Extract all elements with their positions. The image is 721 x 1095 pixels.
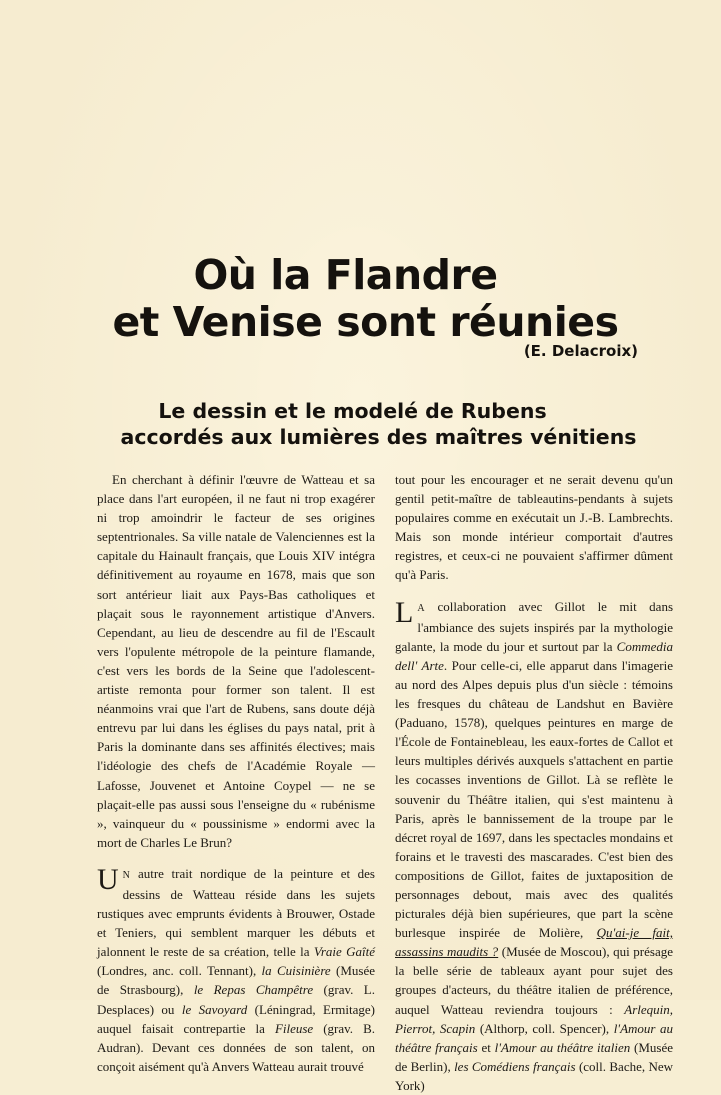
paragraph-text: (Musée de Moscou), qui présage la belle série de tableaux ayant pour sujet des groupes d'acteurs, du théâtre italien de préférence, auquel Watteau reviendra toujours :	[395, 944, 673, 1017]
paragraph-text: (grav. L. Desplaces) ou	[97, 982, 375, 1017]
paragraph-text: (grav. B. Audran). Devant ces données de son talent, on conçoit aisément qu'à Anvers Watteau aurait trouvé	[97, 1020, 375, 1074]
artwork-title: Fileuse	[274, 1020, 314, 1036]
artwork-title: l'Amour au théâtre italien	[494, 1039, 631, 1055]
left-paragraph-2	[97, 864, 375, 1076]
paragraph-text: . Pour celle-ci, elle apparut dans l'imagerie au nord des Alpes depuis plus d'un siècle : témoins les fresques du château de Landshut en Bavière (Paduano, 1578), quelques peintures en marge de l'École de Fontainebleau, les eaux-fortes de Callot et leurs multiples dérivés auxquels s'attachent en partie les cocasses inventions de Gillot. Là se reflète le souvenir du Théâtre italien, qui s'est maintenu à Paris, après le bannissement de la troupe par le décret royal de 1697, dans les spectacles mondains et forains et le travesti des mascarades. C'est bien des compositions de Gillot, faites de juxtaposition de personnages debout, mais avec des qualités picturales déjà bien supérieures, que part la scène burlesque inspirée de Molière,	[395, 657, 673, 941]
artwork-title: le Repas Champêtre	[193, 982, 314, 998]
page-title-line2: et Venise sont réunies	[112, 298, 619, 346]
paragraph-text: (Musée de Berlin),	[395, 1039, 673, 1074]
subtitle-line2: accordés aux lumières des maîtres vénitiens	[120, 425, 637, 449]
right-text-column	[395, 470, 673, 1095]
drop-cap-letter: L	[395, 595, 414, 629]
artwork-title: la Cuisinière	[261, 963, 331, 979]
artwork-title: Qu'ai-je fait, assassins maudits ?	[395, 925, 673, 960]
artwork-title: Commedia dell' Arte	[395, 638, 673, 673]
artwork-title: les Comédiens français	[454, 1058, 576, 1074]
page-title-line1: Où la Flandre	[193, 251, 498, 299]
left-text-column	[97, 470, 375, 1076]
drop-cap-letter: U	[97, 862, 119, 896]
paragraph-text: et	[477, 1039, 495, 1055]
artwork-title: Vraie Gaîté	[313, 944, 375, 960]
title-attribution: (E. Delacroix)	[523, 342, 638, 360]
paragraph-text: autre trait nordique de la peinture et des dessins de Watteau réside dans les sujets rustiques avec emprunts évidents à Brouwer, Ostade et Teniers, qui semblent marquer les débuts et jalonnent le reste de sa création, telle la	[97, 865, 375, 960]
paragraph-text: (Musée de Strasbourg),	[97, 963, 375, 998]
artwork-title: Arlequin, Pierrot, Scapin	[395, 1001, 673, 1036]
left-paragraph-1: En cherchant à définir l'œuvre de Watteau et sa place dans l'art européen, il ne faut ni trop exagérer ni trop amoindrir le facteur de ses origines septentrionales. Sa ville natale de Valenciennes est la capitale du Hainault français, que Louis XIV intégra définitivement au royaume en 1678, mais que son sort antérieur liait aux Pays-Bas catholiques et plaçait sous le rayonnement artistique d'Anvers. Cependant, au lieu de descendre au fil de l'Escault vers l'opulente métropole de la peinture flamande, c'est vers les bords de la Seine que l'adolescent-artiste remonta pour former son talent. Il est néanmoins vrai que l'art de Rubens, sans doute déjà entrevu par lui dans les églises du pays natal, prit à Paris la dominante dans ses affinités électives; mais l'idéologie des chefs de l'Académie Royale — Lafosse, Jouvenet et Antoine Coypel — ne se plaçait-elle pas aussi sous l'enseigne du « rubénisme », vainqueur du « poussinisme » endormi avec la mort de Charles Le Brun?	[97, 472, 375, 850]
paragraph-text: (Althorp, coll. Spencer),	[475, 1020, 614, 1036]
right-paragraph-2	[395, 597, 673, 1095]
small-caps-text: A	[417, 602, 426, 614]
artwork-title: le Savoyard	[181, 1001, 248, 1017]
paragraph-text: (coll. Bache, New York)	[395, 1058, 674, 1093]
artwork-title: l'Amour au théâtre français	[395, 1020, 674, 1055]
right-paragraph-1: tout pour les encourager et ne serait devenu qu'un gentil petit-maître de tableautins-pendants à sujets populaires comme en exécutait un J.-B. Lambrechts. Mais son monde intérieur comportait d'autres registres, et ceux-ci ne pouvaient s'affirmer dûment qu'à Paris.	[395, 472, 673, 583]
paragraph-text: (Londres, anc. coll. Tennant),	[97, 963, 262, 979]
paragraph-text: collaboration avec Gillot le mit dans l'ambiance des sujets inspirés par la mythologie galante, la mode du jour et surtout par la	[395, 598, 673, 654]
subtitle-line1: Le dessin et le modelé de Rubens	[158, 399, 547, 423]
paragraph-text: (Léningrad, Ermitage) auquel faisait contrepartie la	[97, 1001, 376, 1036]
small-caps-text: N	[122, 869, 131, 881]
